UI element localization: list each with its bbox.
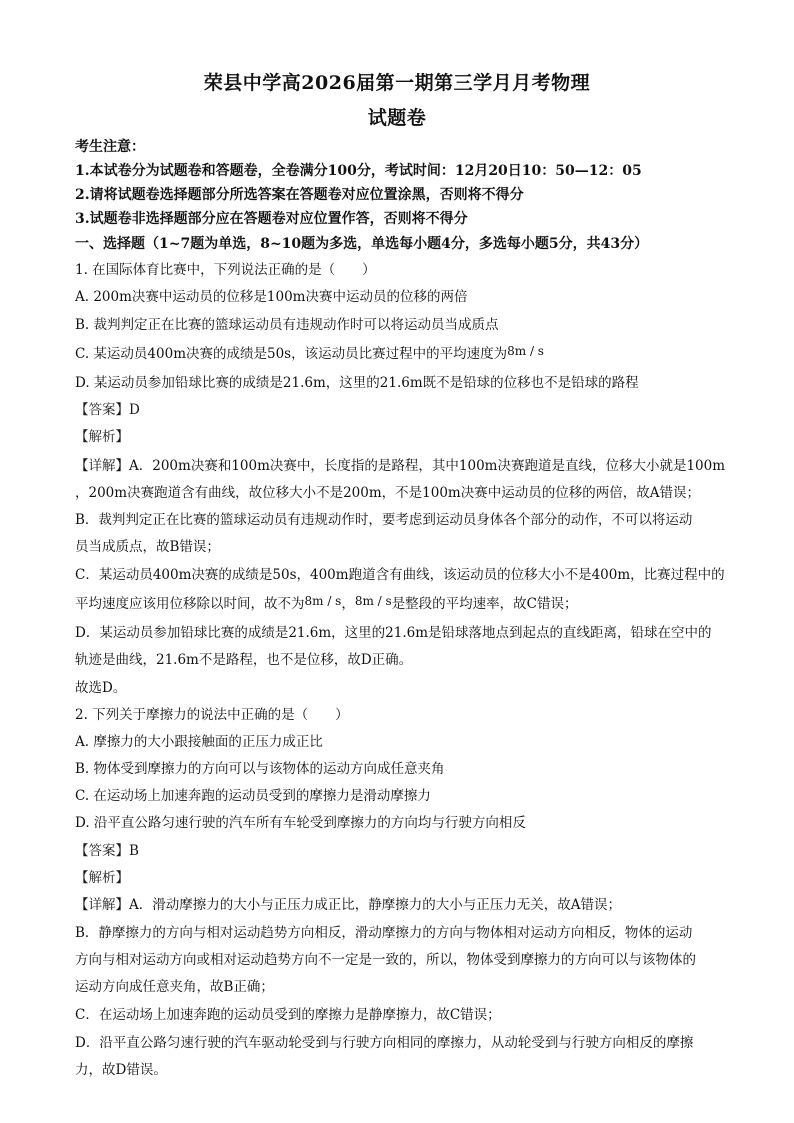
option-d: D. 某运动员参加铅球比赛的成绩是21.6m，这里的21.6m既不是铅球的位移也不是铅球的路程 — [75, 375, 639, 391]
detail-line: 【详解】A．200m决赛和100m决赛中，长度指的是路程，其中100m决赛跑道是直线，位移大小就是100m — [75, 458, 726, 474]
option-b: B. 物体受到摩擦力的方向可以与该物体的运动方向成任意夹角 — [75, 761, 445, 777]
detail-c2-pre: 平均速度应该用位移除以时间，故不为 — [75, 596, 305, 612]
section-heading: 一、选择题（1~7题为单选，8~10题为多选，单选每小题4分，多选每小题5分，共43分） — [75, 236, 649, 252]
notice-item: 3.试题卷非选择题部分应在答题卷对应位置作答，否则将不得分 — [75, 211, 468, 227]
option-a: A. 摩擦力的大小跟接触面的正压力成正比 — [75, 734, 323, 750]
detail-line: 【详解】A．滑动摩擦力的大小与正压力成正比，静摩擦力的大小与正压力无关，故A错误； — [75, 897, 621, 913]
detail-line: 方向与相对运动方向或相对运动趋势方向不一定是一致的，所以，物体受到摩擦力的方向可以与该物体的 — [75, 952, 696, 968]
option-c — [75, 342, 544, 362]
detail-line-c2 — [75, 592, 578, 612]
conclusion: 故选D。 — [75, 680, 127, 696]
velocity-unit: 8m / s — [507, 344, 544, 358]
detail-line: 运动方向成任意夹角，故B正确； — [75, 979, 274, 995]
notice-heading: 考生注意： — [75, 139, 145, 155]
detail-line: ，200m决赛跑道含有曲线，故位移大小不是200m，不是100m决赛中运动员的位移的两倍，故A错误； — [75, 485, 700, 501]
question-stem: 1. 在国际体育比赛中，下列说法正确的是（ ） — [75, 262, 376, 278]
option-b: B. 裁判判定正在比赛的篮球运动员有违规动作时可以将运动员当成质点 — [75, 317, 499, 333]
answer-label: 【答案】D — [75, 402, 140, 418]
notice-item: 1.本试卷分为试题卷和答题卷，全卷满分100分，考试时间：12月20日10：50—12：05 — [75, 163, 642, 179]
detail-line: D．某运动员参加铅球比赛的成绩是21.6m，这里的21.6m是铅球落地点到起点的直线距离，铅球在空中的 — [75, 625, 712, 641]
notice-item: 2.请将试题卷选择题部分所选答案在答题卷对应位置涂黑，否则将不得分 — [75, 187, 524, 203]
option-d: D. 沿平直公路匀速行驶的汽车所有车轮受到摩擦力的方向均与行驶方向相反 — [75, 815, 526, 831]
detail-line: B．静摩擦力的方向与相对运动趋势方向相反，滑动摩擦力的方向与物体相对运动方向相反，物体的运动 — [75, 925, 693, 941]
exam-subtitle: 试题卷 — [367, 107, 427, 129]
detail-line: D．沿平直公路匀速行驶的汽车驱动轮受到与行驶方向相同的摩擦力，从动轮受到与行驶方向相反的摩擦 — [75, 1035, 694, 1051]
detail-line: B．裁判判定正在比赛的篮球运动员有违规动作时，要考虑到运动员身体各个部分的动作，不可以将运动 — [75, 512, 693, 528]
detail-line: 力，故D错误。 — [75, 1062, 167, 1078]
question-stem: 2. 下列关于摩擦力的说法中正确的是（ ） — [75, 707, 349, 723]
detail-line: 轨迹是曲线，21.6m不是路程，也不是位移，故D正确。 — [75, 652, 413, 668]
option-c: C. 在运动场上加速奔跑的运动员受到的摩擦力是滑动摩擦力 — [75, 788, 431, 804]
detail-line: C．在运动场上加速奔跑的运动员受到的摩擦力是静摩擦力，故C错误； — [75, 1007, 501, 1023]
answer-label: 【答案】B — [75, 843, 139, 859]
detail-c2-mid: ， — [341, 596, 355, 612]
analysis-label: 【解析】 — [75, 429, 129, 445]
option-c-text: C. 某运动员400m决赛的成绩是50s，该运动员比赛过程中的平均速度为 — [75, 346, 508, 362]
velocity-unit: 8m / s — [304, 594, 342, 608]
detail-line: C．某运动员400m决赛的成绩是50s，400m跑道含有曲线，该运动员的位移大小不是400m，比赛过程中的 — [75, 567, 725, 583]
analysis-label: 【解析】 — [75, 870, 129, 886]
exam-title: 荣县中学高2026届第一期第三学月月考物理 — [203, 72, 591, 94]
option-a: A. 200m决赛中运动员的位移是100m决赛中运动员的位移的两倍 — [75, 289, 468, 305]
detail-c2-post: 是整段的平均速率，故C错误； — [391, 596, 578, 612]
detail-line: 员当成质点，故B错误； — [75, 539, 220, 555]
velocity-unit: 8m / s — [354, 594, 392, 608]
